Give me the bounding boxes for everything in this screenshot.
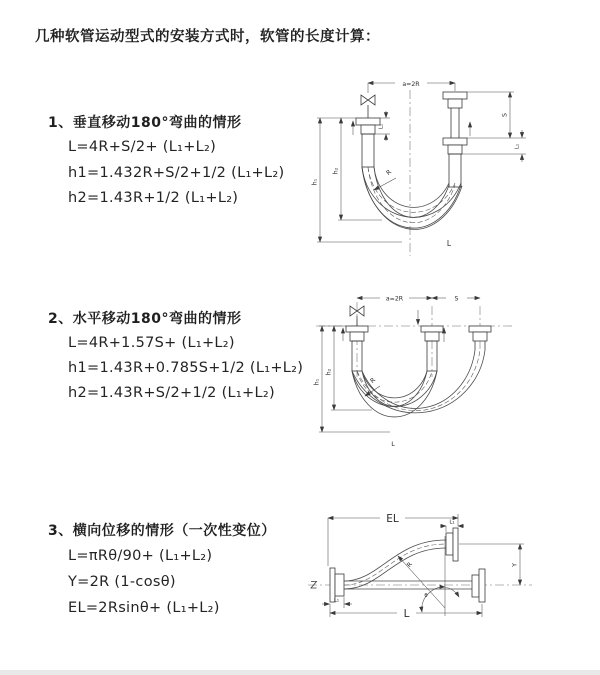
section-2-heading: 2、水平移动180°弯曲的情形 <box>48 311 242 327</box>
dim-label-l: L <box>403 608 410 620</box>
formula-line: h1=1.43R+0.785S+1/2 (L₁+L₂) <box>68 360 304 376</box>
formula-line: h1=1.432R+S/2+1/2 (L₁+L₂) <box>68 165 285 181</box>
diagram-vertical-180-bend <box>310 70 600 260</box>
l1-bottom-dimension <box>322 597 352 608</box>
valve-icon <box>361 95 375 118</box>
radius-callout <box>374 168 396 190</box>
right-pipe-flanges <box>443 92 467 187</box>
formula-line: L=πRθ/90+ (L₁+L₂) <box>68 548 213 564</box>
dim-label-h2: h₂ <box>325 368 333 376</box>
dim-label-s: S <box>454 295 459 303</box>
right-dimensions <box>461 92 526 162</box>
dim-label-a2r: a=2R <box>385 295 404 303</box>
dim-label-r: R <box>385 168 393 177</box>
formula-line: h2=1.43R+1/2 (L₁+L₂) <box>68 190 239 206</box>
dim-label-l1-top: L₁ <box>449 519 455 526</box>
dim-label-l1-left: L₁ <box>378 123 385 130</box>
top-dimensions <box>357 296 480 303</box>
y-dimension <box>459 544 524 585</box>
dim-label-r: R <box>369 376 377 385</box>
dim-label-l1-right: L₁ <box>514 143 521 150</box>
dim-label-y: Y <box>511 563 519 567</box>
dim-label-theta: θ <box>424 593 428 599</box>
curved-hose-displaced <box>344 528 458 589</box>
section-1-heading: 1、垂直移动180°弯曲的情形 <box>48 115 242 131</box>
formula-line: EL=2Rsinθ+ (L₁+L₂) <box>68 600 220 616</box>
dim-label-r: R <box>405 561 414 569</box>
formula-line: h2=1.43R+S/2+1/2 (L₁+L₂) <box>68 385 275 401</box>
page-title: 几种软管运动型式的安装方式时，软管的长度计算： <box>35 29 380 45</box>
dim-label-s: S <box>501 113 509 117</box>
page-bottom-edge <box>0 670 600 675</box>
left-pipe-flange <box>356 118 380 167</box>
formula-line: L=4R+S/2+ (L₁+L₂) <box>68 139 217 155</box>
left-l1-dimension <box>374 111 390 141</box>
diagram-horizontal-180-bend <box>310 282 600 462</box>
dim-label-a2r: a=2R <box>402 80 420 88</box>
dim-label-l: L <box>391 440 395 448</box>
dim-label-l1-bottom: L₁ <box>333 597 340 604</box>
dim-label-h2: h₂ <box>332 167 340 175</box>
dim-label-h1: h₁ <box>311 178 319 186</box>
top-dimension <box>368 81 455 93</box>
pipe-flanges <box>346 326 491 371</box>
diagram-lateral-displacement <box>300 500 600 675</box>
l1-top-dimension <box>440 520 464 533</box>
dim-label-l: L <box>446 239 452 248</box>
l-dimension <box>330 604 482 620</box>
formula-line: L=4R+1.57S+ (L₁+L₂) <box>68 335 235 351</box>
formula-line: Y=2R (1-cosθ) <box>68 574 176 590</box>
dim-label-el: EL <box>386 513 399 525</box>
left-dimensions <box>312 118 403 242</box>
section-3-heading: 3、横向位移的情形（一次性变位） <box>48 523 276 539</box>
dim-label-h1: h₁ <box>313 378 321 386</box>
